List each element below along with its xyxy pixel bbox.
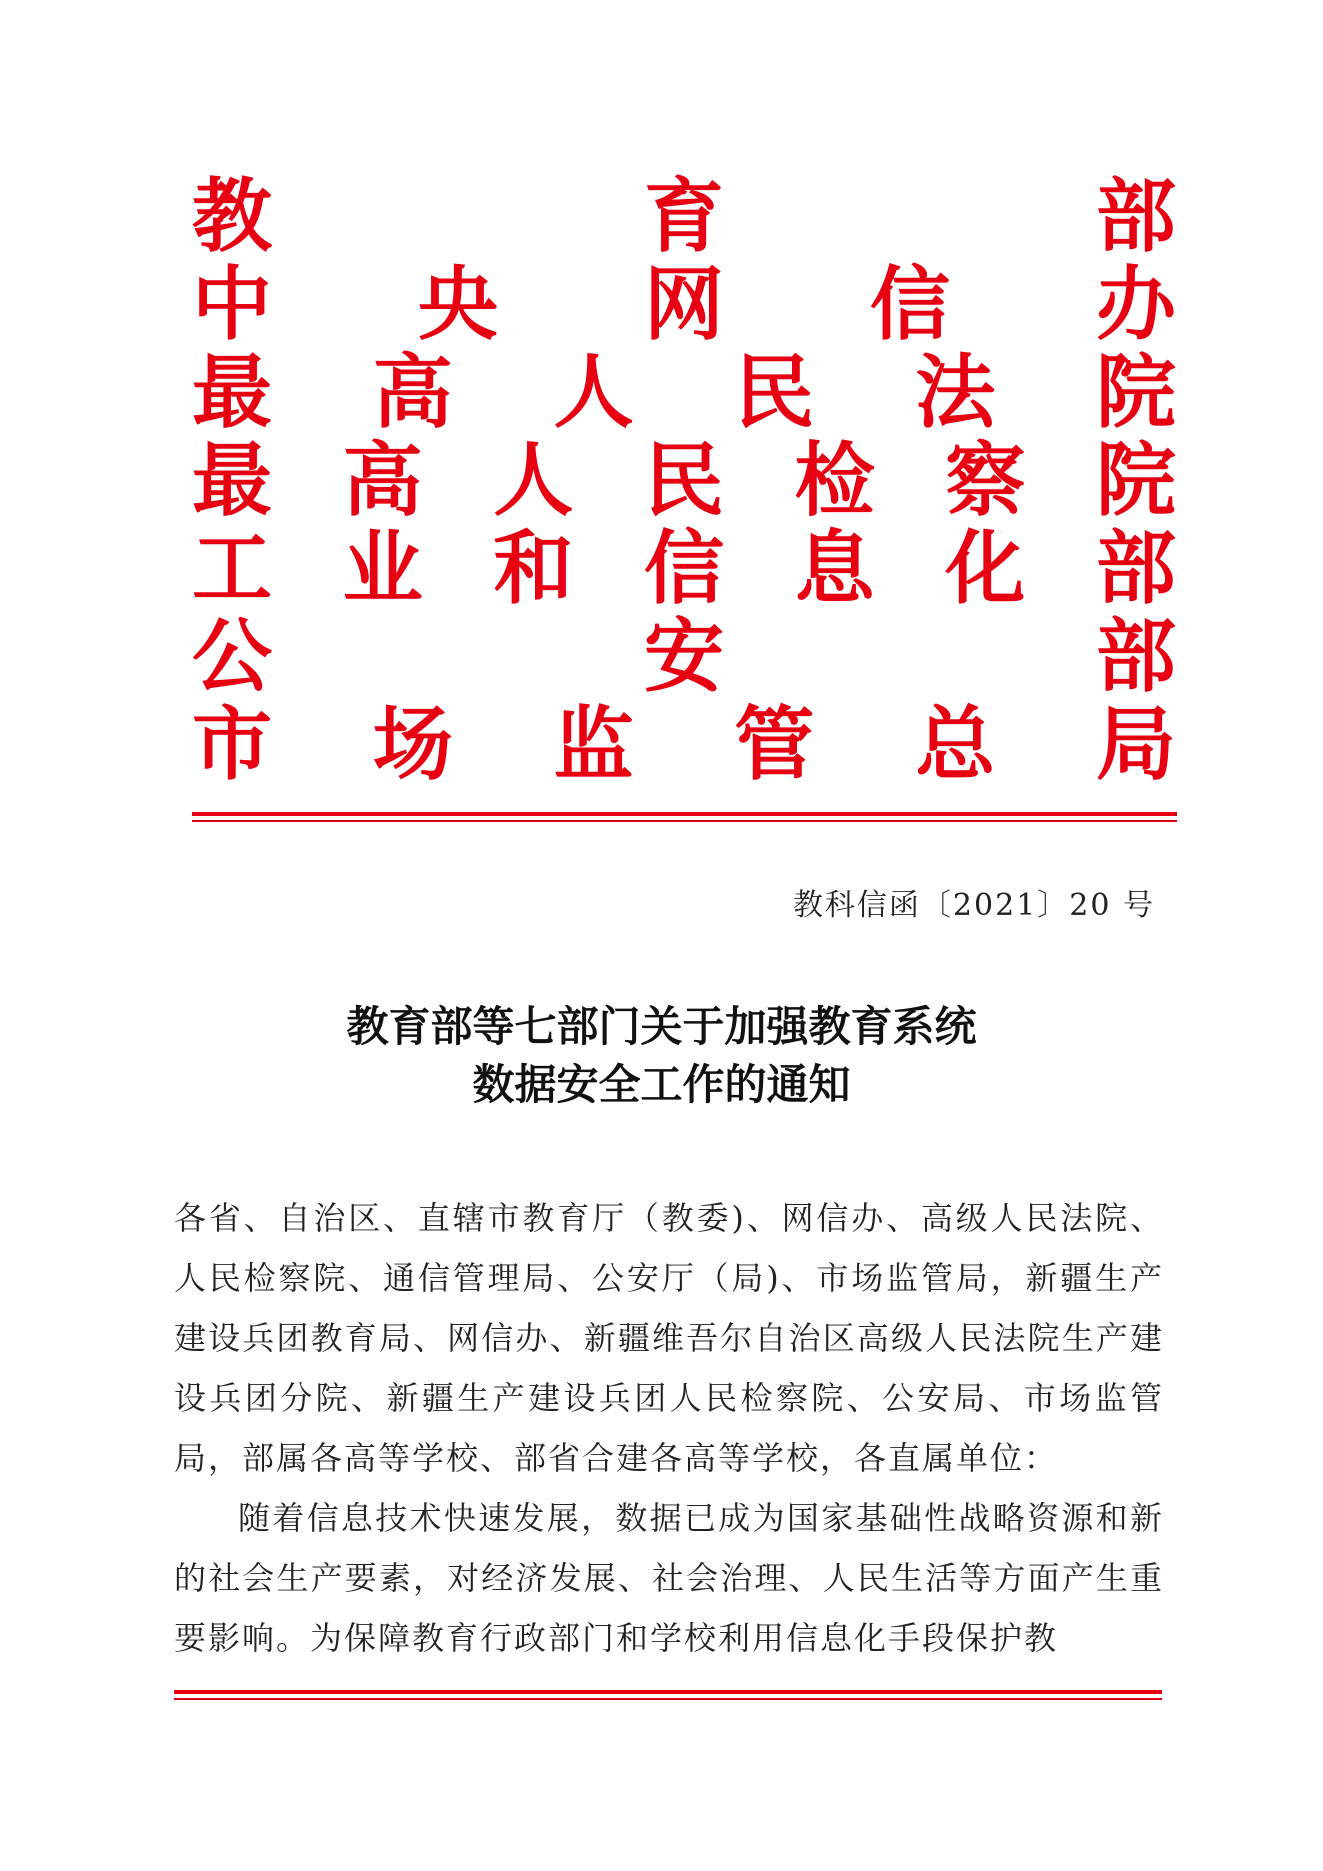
footer-red-rule bbox=[174, 1690, 1162, 1694]
document-title bbox=[0, 998, 1323, 1114]
issuer-character: 最 bbox=[192, 345, 272, 439]
issuer-character: 高 bbox=[342, 433, 423, 527]
issuer-row bbox=[192, 169, 1176, 263]
footer-red-rule-thin bbox=[174, 1698, 1162, 1700]
issuer-character: 部 bbox=[1096, 609, 1176, 703]
issuer-character: 教 bbox=[192, 169, 272, 263]
issuer-character: 中 bbox=[192, 257, 272, 351]
title-line-2: 数据安全工作的通知 bbox=[472, 1060, 851, 1109]
issuer-character: 息 bbox=[794, 521, 875, 615]
issuer-character: 场 bbox=[372, 697, 453, 791]
addressees: 各省、自治区、直辖市教育厅（教委)、网信办、高级人民法院、人民检察院、通信管理局、公安厅（局)、市场监管局，新疆生产建设兵团教育局、网信办、新疆维吾尔自治区高级人民法院生产建设兵团分院、新疆生产建设兵团人民检察院、公安局、市场监管局，部属各高等学校、部省合建各高等学校，各直属单位： bbox=[174, 1199, 1164, 1477]
issuer-character: 和 bbox=[493, 521, 574, 615]
issuer-row bbox=[192, 345, 1176, 439]
issuer-character: 工 bbox=[192, 521, 272, 615]
document-number: 教科信函〔2021〕20 号 bbox=[792, 888, 1155, 923]
issuer-character: 高 bbox=[372, 345, 453, 439]
issuer-character: 育 bbox=[644, 169, 724, 263]
issuer-character: 局 bbox=[1095, 697, 1176, 791]
body-paragraph: 随着信息技术快速发展，数据已成为国家基础性战略资源和新的社会生产要素，对经济发展、社会治理、人民生活等方面产生重要影响。为保障教育行政部门和学校利用信息化手段保护教 bbox=[174, 1499, 1164, 1657]
issuer-character: 部 bbox=[1096, 169, 1176, 263]
header-red-rule-thin bbox=[192, 820, 1177, 822]
issuer-character: 监 bbox=[553, 697, 634, 791]
issuing-authorities bbox=[192, 169, 1176, 791]
issuer-character: 院 bbox=[1095, 433, 1176, 527]
issuer-character: 信 bbox=[870, 257, 950, 351]
document-body bbox=[174, 1188, 1164, 1668]
title-line-1: 教育部等七部门关于加强教育系统 bbox=[346, 1002, 977, 1051]
issuer-character: 总 bbox=[915, 697, 996, 791]
issuer-character: 察 bbox=[945, 433, 1026, 527]
issuer-character: 院 bbox=[1095, 345, 1176, 439]
issuer-character: 民 bbox=[643, 433, 724, 527]
issuer-row bbox=[192, 521, 1176, 615]
issuer-row bbox=[192, 433, 1176, 527]
issuer-character: 化 bbox=[945, 521, 1026, 615]
issuer-character: 业 bbox=[342, 521, 423, 615]
issuer-row bbox=[192, 609, 1176, 703]
issuer-character: 法 bbox=[915, 345, 996, 439]
issuer-character: 管 bbox=[734, 697, 815, 791]
issuer-character: 人 bbox=[553, 345, 634, 439]
issuer-character: 网 bbox=[644, 257, 724, 351]
issuer-character: 信 bbox=[643, 521, 724, 615]
issuer-character: 最 bbox=[192, 433, 272, 527]
issuer-character: 民 bbox=[734, 345, 815, 439]
header-red-rule bbox=[192, 812, 1177, 816]
issuer-character: 公 bbox=[192, 609, 272, 703]
issuer-character: 检 bbox=[794, 433, 875, 527]
issuer-character: 人 bbox=[493, 433, 574, 527]
issuer-character: 央 bbox=[418, 257, 498, 351]
issuer-character: 部 bbox=[1095, 521, 1176, 615]
issuer-character: 办 bbox=[1096, 257, 1176, 351]
issuer-row bbox=[192, 257, 1176, 351]
issuer-character: 市 bbox=[192, 697, 272, 791]
issuer-character: 安 bbox=[644, 609, 724, 703]
issuer-row bbox=[192, 697, 1176, 791]
